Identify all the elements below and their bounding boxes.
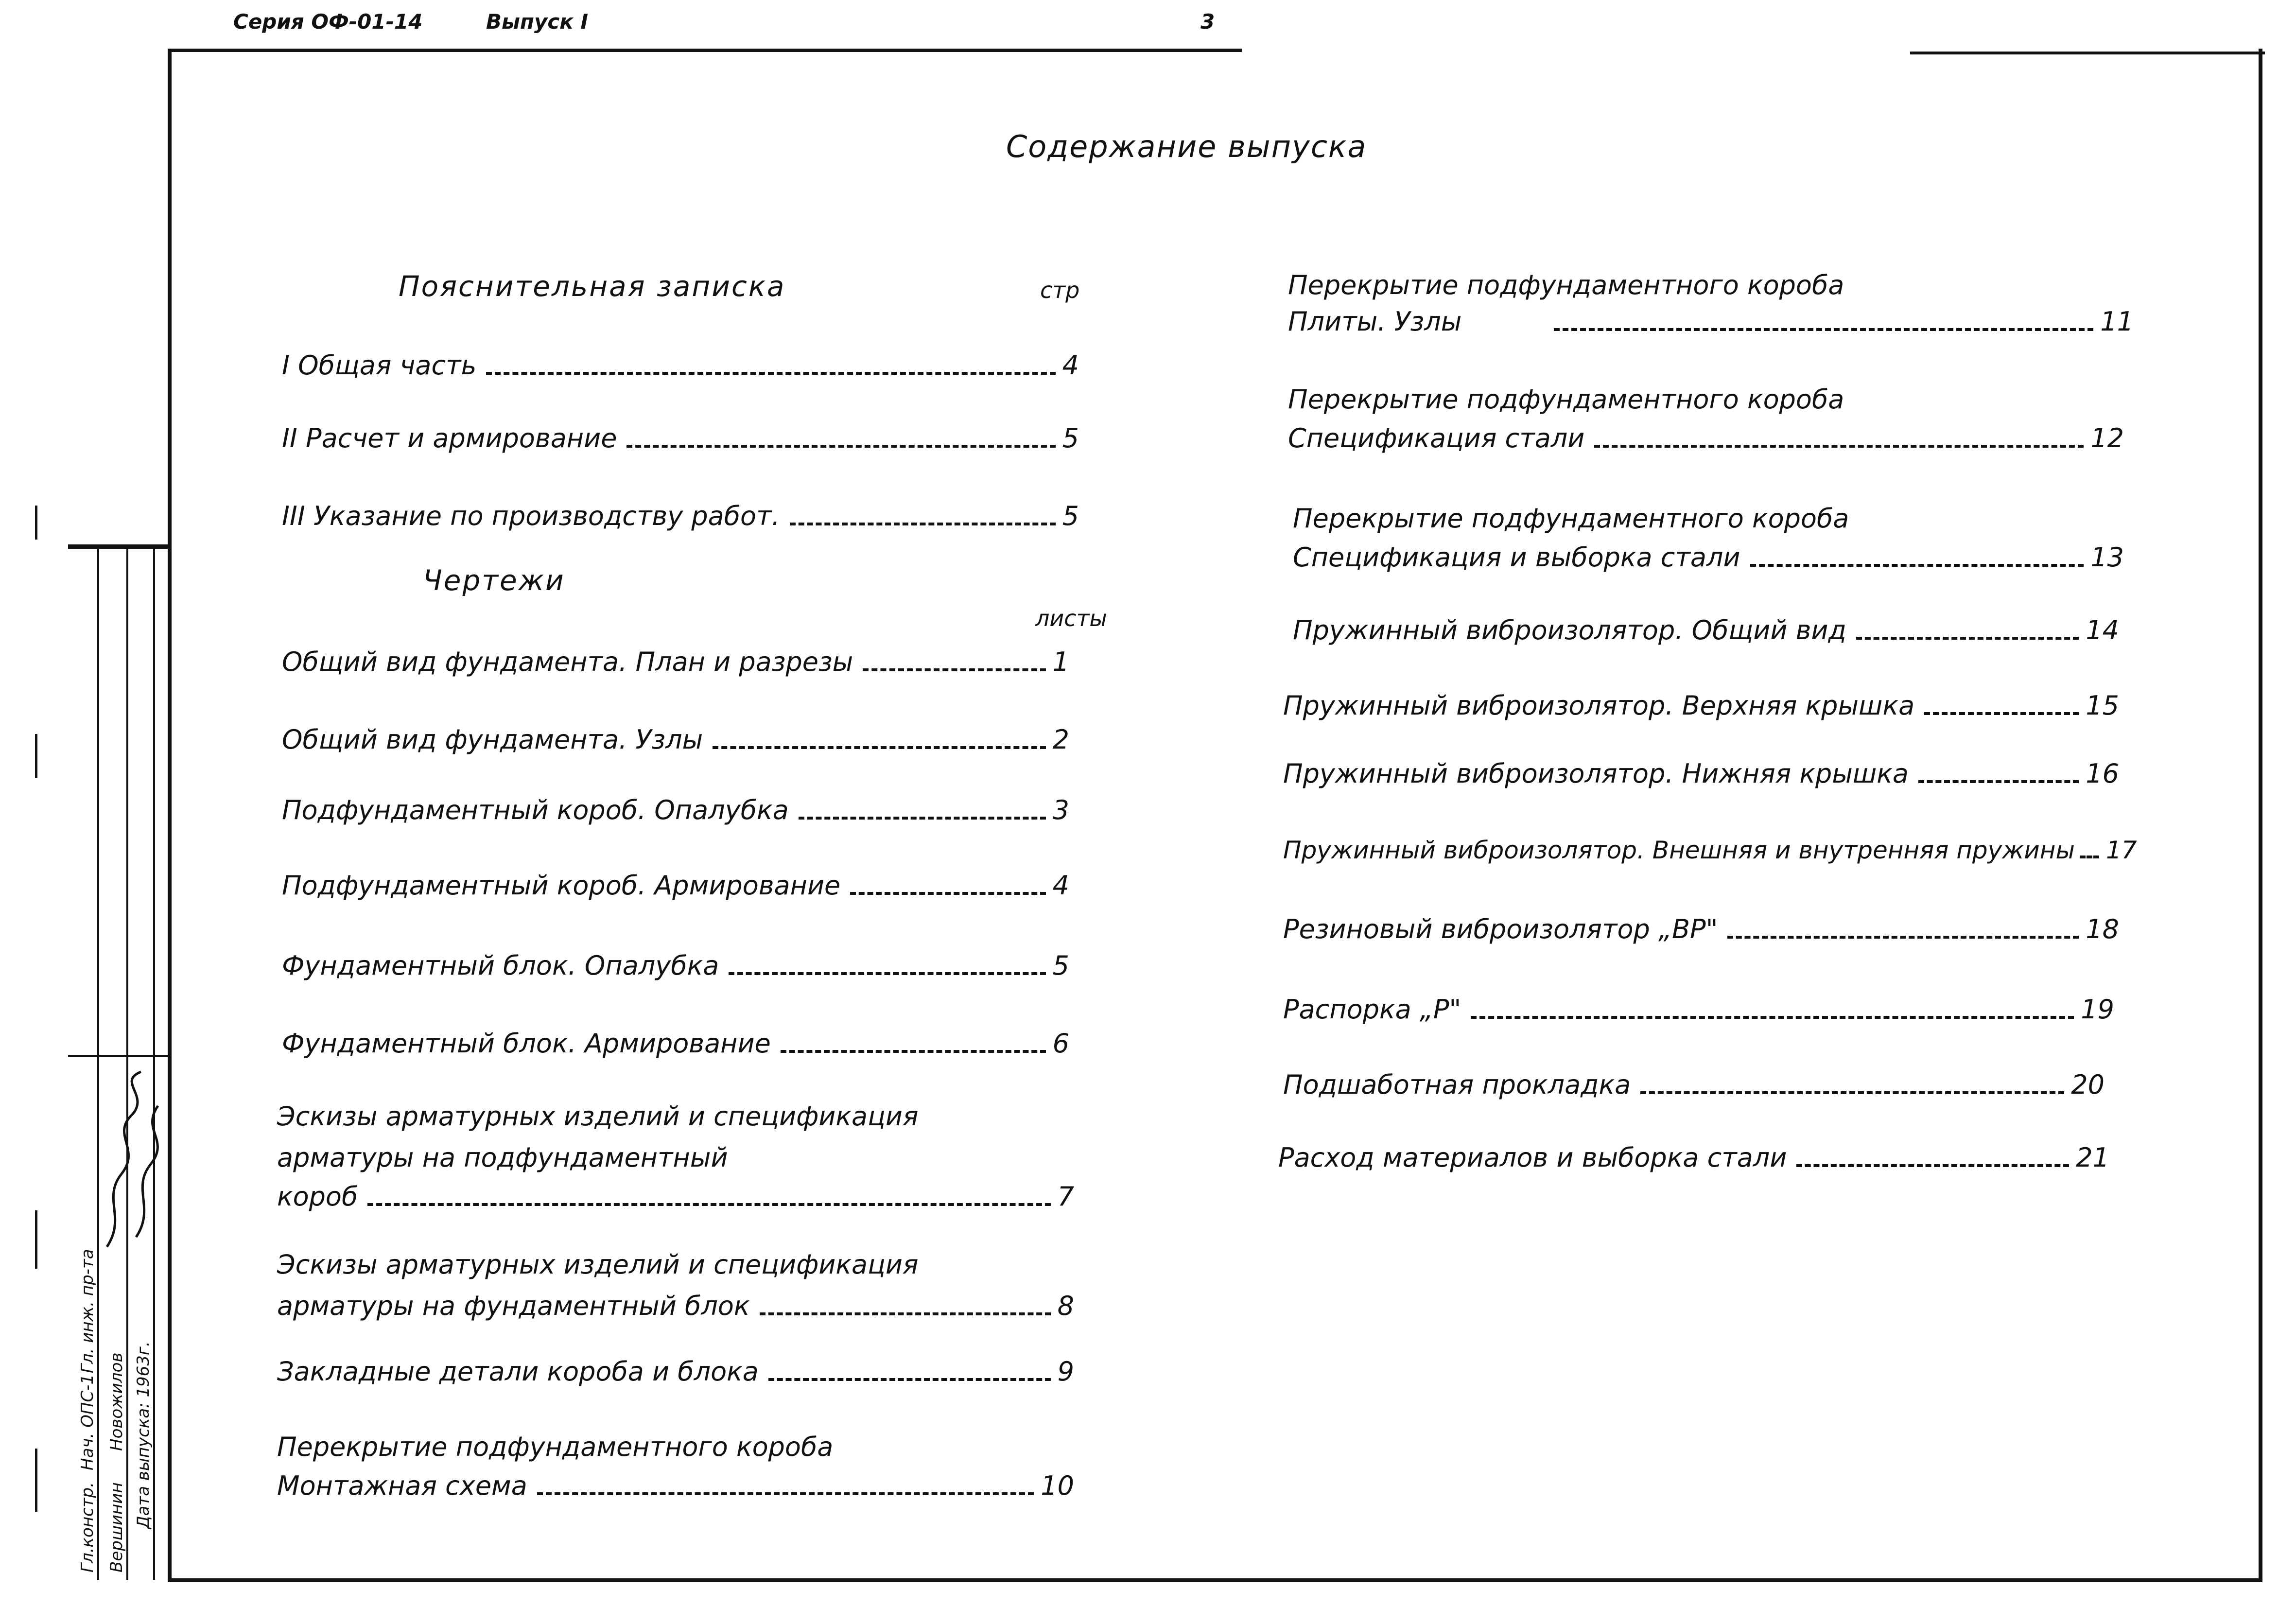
toc-entry	[1283, 1069, 2105, 1100]
toc-entry	[1283, 758, 2119, 789]
toc-entry	[1283, 690, 2119, 721]
toc-entry	[282, 1028, 1069, 1059]
toc-entry-label: Пружинный виброизолятор. Внешняя и внутренняя пружины	[1283, 836, 2075, 864]
toc-entry-label: Общий вид фундамента. План и разрезы	[282, 646, 853, 677]
dotted-leader	[626, 445, 1055, 448]
page-number: 3	[1200, 10, 1215, 34]
dotted-leader	[713, 746, 1045, 749]
toc-entry-page: 2	[1052, 724, 1069, 755]
sheets-column-label: листы	[1035, 605, 1107, 631]
toc-entry-line: Перекрытие подфундаментного короба	[1293, 503, 1849, 534]
toc-entry-label: Плиты. Узлы	[1288, 306, 1462, 337]
toc-entry-page: 10	[1041, 1470, 1074, 1501]
toc-entry-page: 21	[2076, 1142, 2109, 1173]
toc-entry-label: III Указание по производству работ.	[282, 501, 780, 531]
dotted-leader	[1924, 712, 2079, 715]
toc-entry	[277, 1291, 1074, 1321]
dotted-leader	[486, 372, 1055, 375]
toc-entry	[282, 350, 1079, 381]
toc-entry	[282, 795, 1069, 825]
toc-entry-page: 7	[1057, 1181, 1074, 1212]
toc-entry	[1288, 306, 2134, 337]
toc-entry-label: Подфундаментный короб. Армирование	[282, 870, 841, 901]
toc-entry-label: Резиновый виброизолятор „ВР"	[1283, 914, 1718, 944]
dotted-leader	[863, 668, 1045, 671]
toc-entry	[277, 1470, 1074, 1501]
toc-entry	[282, 646, 1069, 677]
margin-tick	[35, 506, 37, 540]
toc-entry-page: 17	[2105, 836, 2137, 864]
stamp-name: Новожилов	[107, 1352, 126, 1451]
toc-entry-page: 5	[1052, 950, 1069, 981]
toc-entry-label: Распорка „Р"	[1283, 994, 1461, 1025]
toc-entry	[1293, 615, 2119, 646]
title-block-stamp	[68, 544, 168, 1580]
toc-entry	[1293, 542, 2124, 573]
toc-entry	[1283, 914, 2119, 944]
toc-entry-page: 9	[1057, 1356, 1074, 1387]
dotted-leader	[760, 1312, 1051, 1315]
toc-entry-page: 4	[1062, 350, 1079, 381]
stamp-name: Вершинин	[107, 1482, 126, 1572]
toc-entry-page: 12	[2090, 423, 2124, 454]
dotted-leader	[1554, 328, 2093, 331]
toc-entry	[282, 501, 1079, 531]
toc-entry-page: 16	[2086, 758, 2119, 789]
toc-entry	[1288, 423, 2124, 454]
margin-tick	[35, 734, 37, 778]
dotted-leader	[1640, 1091, 2064, 1094]
stamp-role: Нач. ОПС-1	[78, 1374, 97, 1470]
margin-tick	[35, 1449, 37, 1512]
toc-entry-page: 19	[2081, 994, 2114, 1025]
toc-entry	[1283, 836, 2137, 864]
toc-entry-page: 6	[1052, 1028, 1069, 1059]
dotted-leader	[790, 523, 1056, 525]
dotted-leader	[1856, 637, 2079, 640]
dotted-leader	[2080, 856, 2099, 858]
stamp-date: Дата выпуска: 1963г.	[134, 1341, 153, 1529]
dotted-leader	[1727, 936, 2079, 939]
stamp-role: Гл. инж. пр-та	[78, 1249, 97, 1373]
toc-entry-page: 15	[2086, 690, 2119, 721]
toc-entry-line: Перекрытие подфундаментного короба	[277, 1432, 834, 1462]
toc-entry-label: Пружинный виброизолятор. Нижняя крышка	[1283, 758, 1909, 789]
dotted-leader	[850, 892, 1045, 895]
toc-entry-label: Монтажная схема	[277, 1470, 527, 1501]
toc-entry-page: 14	[2086, 615, 2119, 646]
toc-entry-label: II Расчет и армирование	[282, 423, 617, 454]
dotted-leader	[799, 817, 1046, 820]
dotted-leader	[768, 1378, 1051, 1381]
toc-entry-label: I Общая часть	[282, 350, 477, 381]
page-column-label: стр	[1040, 277, 1080, 303]
issue-label: Выпуск I	[486, 10, 589, 34]
toc-entry-page: 8	[1057, 1291, 1074, 1321]
dotted-leader	[1471, 1016, 2074, 1019]
toc-entry-label: арматуры на фундаментный блок	[277, 1291, 750, 1321]
dotted-leader	[537, 1492, 1034, 1495]
toc-entry-label: Подфундаментный короб. Опалубка	[282, 795, 789, 825]
dotted-leader	[1796, 1164, 2069, 1167]
toc-entry	[1278, 1142, 2109, 1173]
toc-entry-label: Пружинный виброизолятор. Верхняя крышка	[1283, 690, 1915, 721]
toc-entry-label: Подшаботная прокладка	[1283, 1069, 1631, 1100]
toc-entry-label: Фундаментный блок. Армирование	[282, 1028, 771, 1059]
signature-scribble	[97, 1062, 165, 1257]
toc-entry-page: 13	[2090, 542, 2124, 573]
toc-entry-label: короб	[277, 1181, 358, 1212]
toc-entry-label: Фундаментный блок. Опалубка	[282, 950, 719, 981]
toc-entry-label: Спецификация и выборка стали	[1293, 542, 1740, 573]
toc-entry-page: 5	[1062, 501, 1079, 531]
toc-entry-line: арматуры на подфундаментный	[277, 1142, 728, 1173]
toc-entry-page: 3	[1052, 795, 1069, 825]
stamp-role: Гл.констр.	[78, 1482, 97, 1572]
series-label: Серия ОФ-01-14	[233, 10, 423, 34]
toc-entry	[277, 1356, 1074, 1387]
page-title: Содержание выпуска	[1006, 129, 1367, 164]
toc-entry-line: Эскизы арматурных изделий и спецификация	[277, 1249, 919, 1280]
toc-entry	[277, 1181, 1074, 1212]
toc-entry-label: Закладные детали короба и блока	[277, 1356, 759, 1387]
toc-entry	[282, 870, 1069, 901]
dotted-leader	[1594, 445, 2084, 448]
drawings-heading: Чертежи	[423, 564, 565, 597]
toc-entry	[1283, 994, 2114, 1025]
toc-entry	[282, 423, 1079, 454]
toc-entry-page: 4	[1052, 870, 1069, 901]
explanatory-note-heading: Пояснительная записка	[399, 270, 786, 303]
toc-entry-page: 5	[1062, 423, 1079, 454]
toc-entry-line: Перекрытие подфундаментного короба	[1288, 270, 1844, 300]
dotted-leader	[367, 1203, 1050, 1206]
toc-entry-line: Эскизы арматурных изделий и спецификация	[277, 1101, 919, 1132]
toc-entry-page: 11	[2100, 306, 2134, 337]
toc-entry-page: 18	[2086, 914, 2119, 944]
toc-entry	[282, 724, 1069, 755]
toc-entry-label: Спецификация стали	[1288, 423, 1585, 454]
dotted-leader	[1918, 780, 2079, 783]
toc-entry-label: Расход материалов и выборка стали	[1278, 1142, 1787, 1173]
dotted-leader	[729, 972, 1045, 975]
toc-entry-label: Общий вид фундамента. Узлы	[282, 724, 703, 755]
toc-entry-page: 20	[2071, 1069, 2105, 1100]
dotted-leader	[1750, 564, 2084, 567]
toc-entry-page: 1	[1052, 646, 1069, 677]
toc-entry-label: Пружинный виброизолятор. Общий вид	[1293, 615, 1846, 646]
dotted-leader	[781, 1050, 1046, 1053]
toc-entry	[282, 950, 1069, 981]
margin-tick	[35, 1210, 37, 1269]
toc-entry-line: Перекрытие подфундаментного короба	[1288, 384, 1844, 415]
